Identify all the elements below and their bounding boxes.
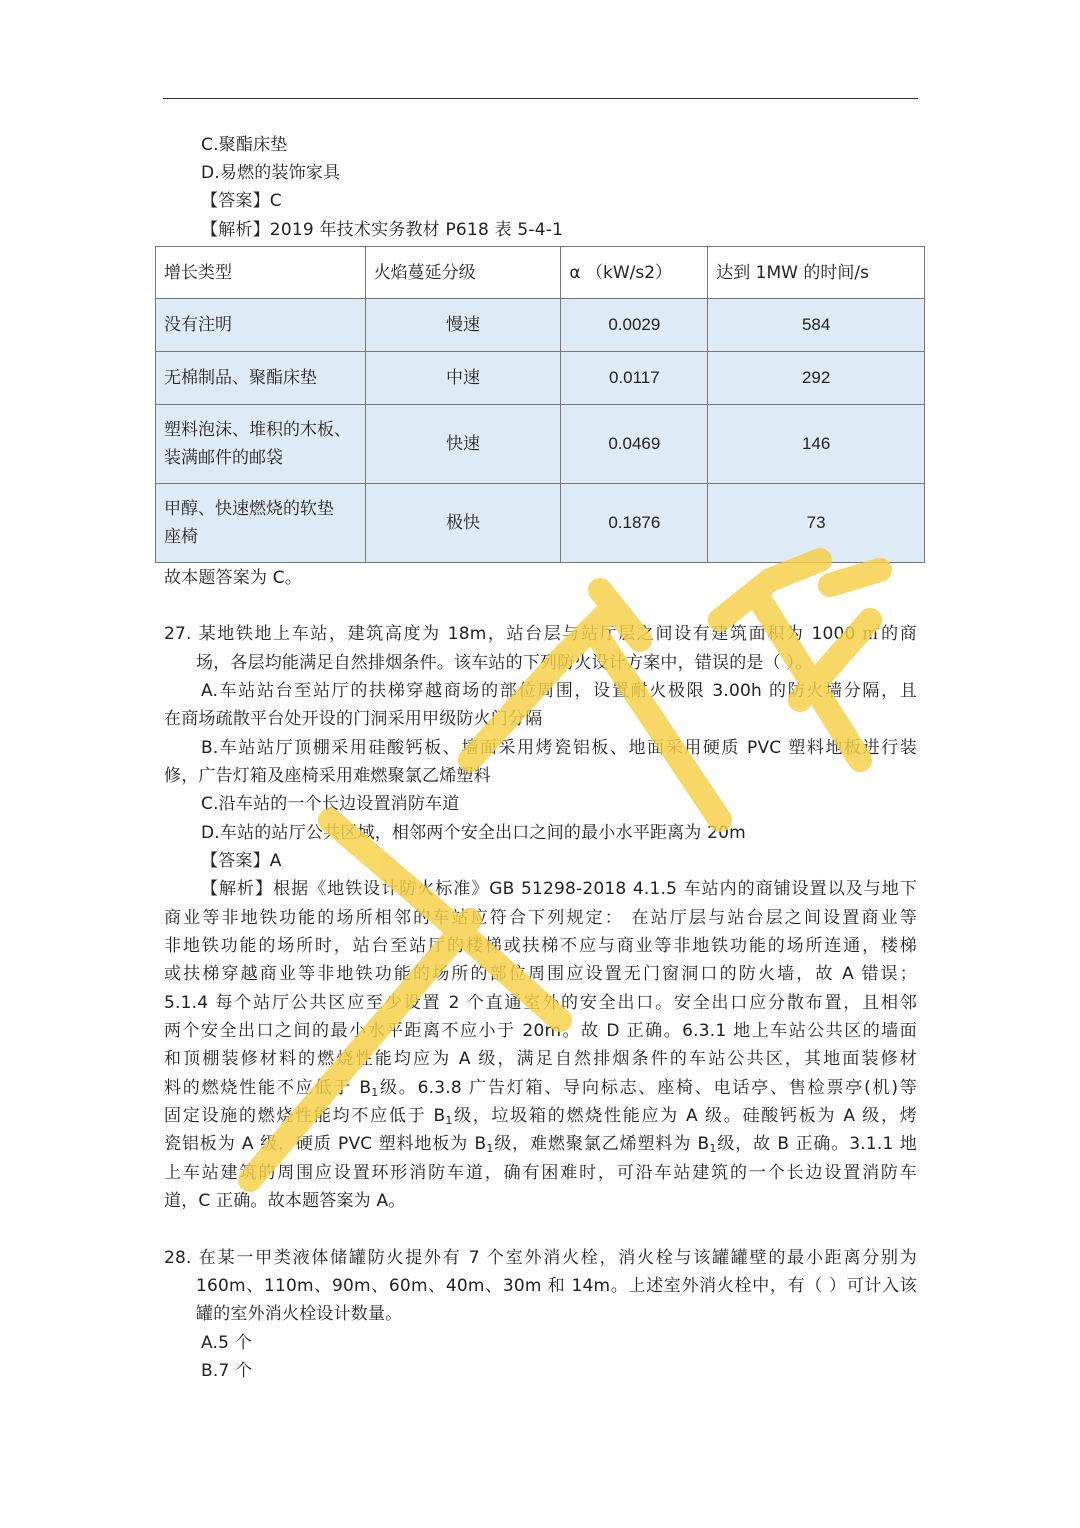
q27-stem: 27. 某地铁地上车站，建筑高度为 18m，站台层与站厅层之间设有建筑面积为 1000 ㎡的商 xyxy=(164,624,917,644)
watermark-stroke xyxy=(830,570,880,585)
header-cell: 达到 1MW 的时间/s xyxy=(708,247,925,299)
conclusion: 故本题答案为 C。 xyxy=(164,568,303,588)
alpha-cell: 0.0029 xyxy=(561,299,708,352)
time-cell: 73 xyxy=(708,484,925,563)
table-row xyxy=(156,352,925,405)
type-cell: 没有注明 xyxy=(156,299,366,352)
q28-stem: 28. 在某一甲类液体储罐防火提外有 7 个室外消火栓，消火栓与该罐罐壁的最小距离分别为 xyxy=(164,1248,917,1268)
fire-growth-table xyxy=(155,246,925,563)
analysis: 【解析】2019 年技术实务教材 P618 表 5-4-1 xyxy=(201,220,564,240)
q27-analysis: 【解析】根据《地铁设计防火标准》GB 51298-2018 4.1.5 车站内的商铺设置以及与地下 xyxy=(201,879,917,899)
time-cell: 292 xyxy=(708,352,925,405)
q28-stem-cont: 160m、110m、90m、60m、40m、30m 和 14m。上述室外消火栓中，有（ ）可计入该 xyxy=(196,1276,917,1296)
watermark-stroke xyxy=(720,560,820,620)
header-cell: 增长类型 xyxy=(156,247,366,299)
grade-cell: 快速 xyxy=(365,405,561,484)
q27-analysis-line: 两个安全出口之间的最小水平距离不应小于 20m。故 D 正确。6.3.1 地上车站公共区的墙面 xyxy=(164,1021,917,1041)
q27-option-d: D.车站的站厅公共区域，相邻两个安全出口之间的最小水平距离为 20m xyxy=(201,823,746,843)
q27-option-b: B.车站站厅顶棚采用硅酸钙板、墙面采用烤瓷铝板、地面采用硬质 PVC 塑料地板进行装 xyxy=(201,738,917,758)
alpha-cell: 0.1876 xyxy=(561,484,708,563)
q27-analysis-line: 道，C 正确。故本题答案为 A。 xyxy=(164,1191,406,1211)
grade-cell: 慢速 xyxy=(365,299,561,352)
table-header-row xyxy=(156,247,925,299)
time-cell: 584 xyxy=(708,299,925,352)
grade-cell: 中速 xyxy=(365,352,561,405)
q27-answer: 【答案】A xyxy=(201,851,282,871)
answer: 【答案】C xyxy=(201,191,282,211)
table-row xyxy=(156,484,925,563)
type-cell: 无棉制品、聚酯床垫 xyxy=(156,352,366,405)
q27-analysis-line: 瓷铝板为 A 级，硬质 PVC 塑料地板为 $B_1$级，难燃聚氯乙烯塑料为 $B_1$级，故 B 正确。3.1.1 地 xyxy=(164,1134,917,1155)
q27-option-c: C.沿车站的一个长边设置消防车道 xyxy=(201,794,460,814)
q28-option-b: B.7 个 xyxy=(201,1361,253,1381)
type-cell: 甲醇、快速燃烧的软垫 座椅 xyxy=(156,484,366,563)
option-d: D.易燃的装饰家具 xyxy=(201,163,341,183)
alpha-cell: 0.0469 xyxy=(561,405,708,484)
q27-stem-cont: 场，各层均能满足自然排烟条件。该车站的下列防火设计方案中，错误的是（ ）。 xyxy=(196,653,813,673)
q27-option-b-cont: 修，广告灯箱及座椅采用难燃聚氯乙烯塑料 xyxy=(164,766,491,786)
q27-analysis-line: 固定设施的燃烧性能均不应低于 $B_1$级，垃圾箱的燃烧性能应为 A 级。硅酸钙板为 A 级，烤 xyxy=(164,1106,917,1127)
q28-stem-cont: 罐的室外消火栓设计数量。 xyxy=(196,1304,403,1324)
q27-option-a: A.车站站台至站厅的扶梯穿越商场的部位周围，设置耐火极限 3.00h 的防火墙分隔，且 xyxy=(201,681,917,701)
time-cell: 146 xyxy=(708,405,925,484)
q27-analysis-line: 5.1.4 每个站厅公共区应至少设置 2 个直通室外的安全出口。安全出口应分散布置，且相邻 xyxy=(164,993,917,1013)
q27-analysis-line: 和顶棚装修材料的燃烧性能均应为 A 级，满足自然排烟条件的车站公共区，其地面装修材 xyxy=(164,1049,917,1069)
q27-analysis-line: 商业等非地铁功能的场所相邻的车站应符合下列规定： 在站厅层与站台层之间设置商业等 xyxy=(164,908,917,928)
grade-cell: 极快 xyxy=(365,484,561,563)
header-cell: α （kW/s2） xyxy=(561,247,708,299)
alpha-cell: 0.0117 xyxy=(561,352,708,405)
q27-analysis-line: 或扶梯穿越商业等非地铁功能的场所的部位周围应设置无门窗洞口的防火墙，故 A 错误； xyxy=(164,964,917,984)
header-rule xyxy=(163,98,918,99)
option-c: C.聚酯床垫 xyxy=(201,135,288,155)
table-row xyxy=(156,299,925,352)
q27-analysis-line: 非地铁功能的场所时，站台至站厅的楼梯或扶梯不应与商业等非地铁功能的场所连通，楼梯 xyxy=(164,936,917,956)
q27-analysis-line: 料的燃烧性能不应低于 $B_1$级。6.3.8 广告灯箱、导向标志、座椅、电话亭、售检票亭(机)等 xyxy=(164,1078,917,1099)
q27-analysis-line: 上车站建筑的周围应设置环形消防车道，确有困难时，可沿车站建筑的一个长边设置消防车 xyxy=(164,1163,917,1183)
header-cell: 火焰蔓延分级 xyxy=(365,247,561,299)
q27-option-a-cont: 在商场疏散平台处开设的门洞采用甲级防火门分隔 xyxy=(164,709,543,729)
table-row xyxy=(156,405,925,484)
type-cell: 塑料泡沫、堆积的木板、 装满邮件的邮袋 xyxy=(156,405,366,484)
q28-option-a: A.5 个 xyxy=(201,1333,252,1353)
